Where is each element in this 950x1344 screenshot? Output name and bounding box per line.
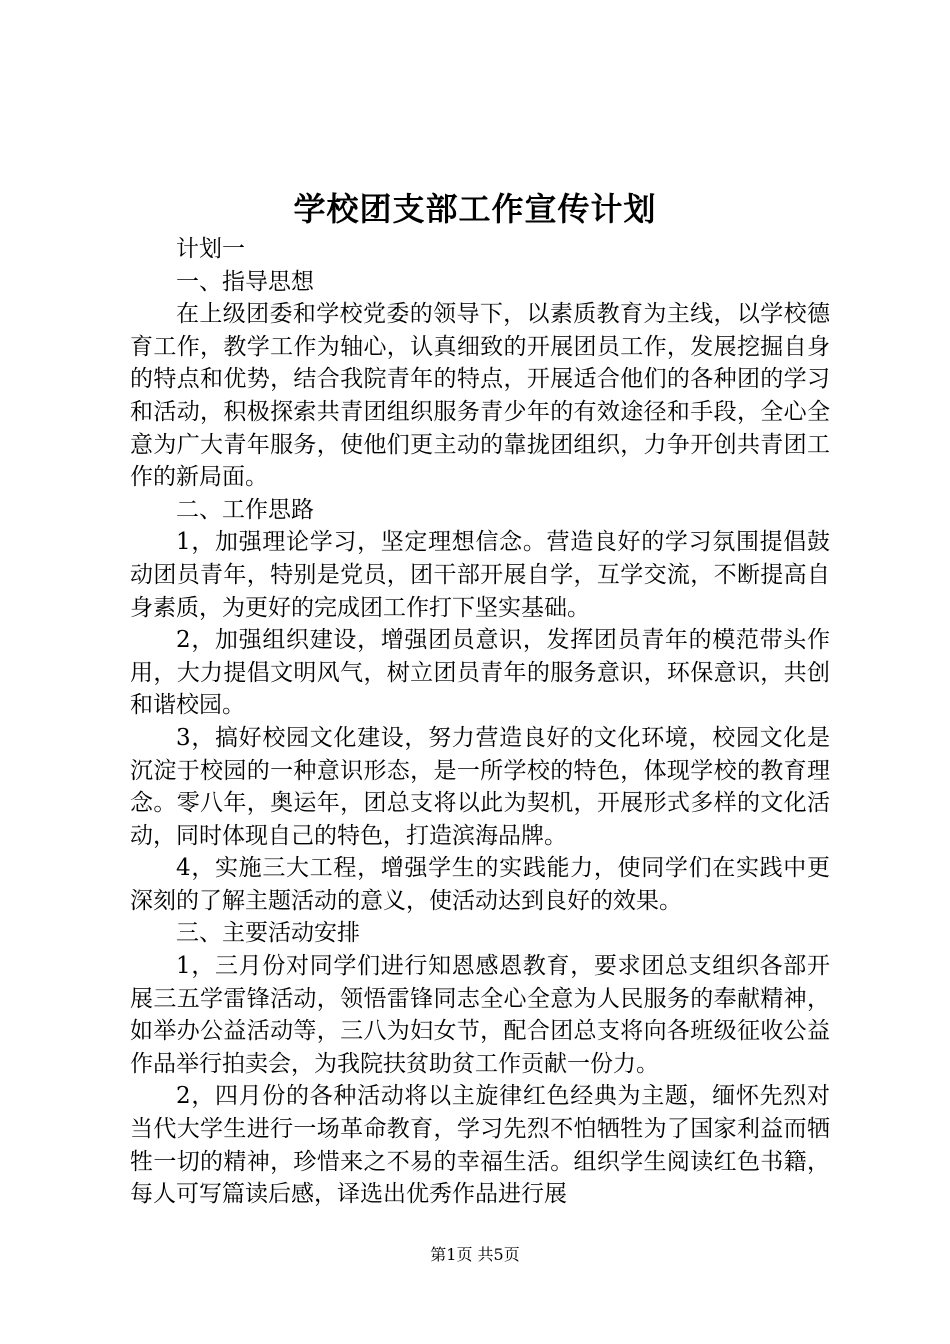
section-heading-work-approach: 二、工作思路 xyxy=(176,496,314,523)
section-paragraph: 在上级团委和学校党委的领导下，以素质教育为主线，以学校德育工作，教学工作为轴心，认真细致的开展团员工作，发展挖掘自身的特点和优势，结合我院青年的特点，开展适合他们的各种团的学习和活动，积极探索共青团组织服务青少年的有效途径和手段，全心全意为广大青年服务，使他们更主动的靠拢团组织，力争开创共青团工作的新局面。 xyxy=(130,301,830,491)
plan-label: 计划一 xyxy=(176,236,245,262)
list-item: 4，实施三大工程，增强学生的实践能力，使同学们在实践中更深刻的了解主题活动的意义，使活动达到良好的效果。 xyxy=(130,855,830,914)
section-heading-guiding-ideology: 一、指导思想 xyxy=(176,268,314,295)
document-title: 学校团支部工作宣传计划 xyxy=(293,190,657,228)
page-footer: 第1页 共5页 xyxy=(430,1245,520,1264)
section-heading-activities: 三、主要活动安排 xyxy=(176,920,360,947)
list-item: 1，加强理论学习，坚定理想信念。营造良好的学习氛围提倡鼓动团员青年，特别是党员，团干部开展自学，互学交流，不断提高自身素质，为更好的完成团工作打下坚实基础。 xyxy=(130,529,830,621)
list-item: 3，搞好校园文化建设，努力营造良好的文化环境，校园文化是沉淀于校园的一种意识形态，是一所学校的特色，体现学校的教育理念。零八年，奥运年，团总支将以此为契机，开展形式多样的文化活动，同时体现自己的特色，打造滨海品牌。 xyxy=(130,724,830,849)
document-body xyxy=(130,233,830,1211)
list-item: 2，四月份的各种活动将以主旋律红色经典为主题，缅怀先烈对当代大学生进行一场革命教育，学习先烈不怕牺牲为了国家利益而牺牲一切的精神，珍惜来之不易的幸福生活。组织学生阅读红色书籍，每人可写篇读后感，译选出优秀作品进行展 xyxy=(130,1083,830,1208)
list-item: 2，加强组织建设，增强团员意识，发挥团员青年的模范带头作用，大力提倡文明风气，树立团员青年的服务意识，环保意识，共创和谐校园。 xyxy=(130,627,830,719)
list-item: 1，三月份对同学们进行知恩感恩教育，要求团总支组织各部开展三五学雷锋活动，领悟雷锋同志全心全意为人民服务的奉献精神，如举办公益活动等，三八为妇女节，配合团总支将向各班级征收公益作品举行拍卖会，为我院扶贫助贫工作贡献一份力。 xyxy=(130,953,830,1077)
